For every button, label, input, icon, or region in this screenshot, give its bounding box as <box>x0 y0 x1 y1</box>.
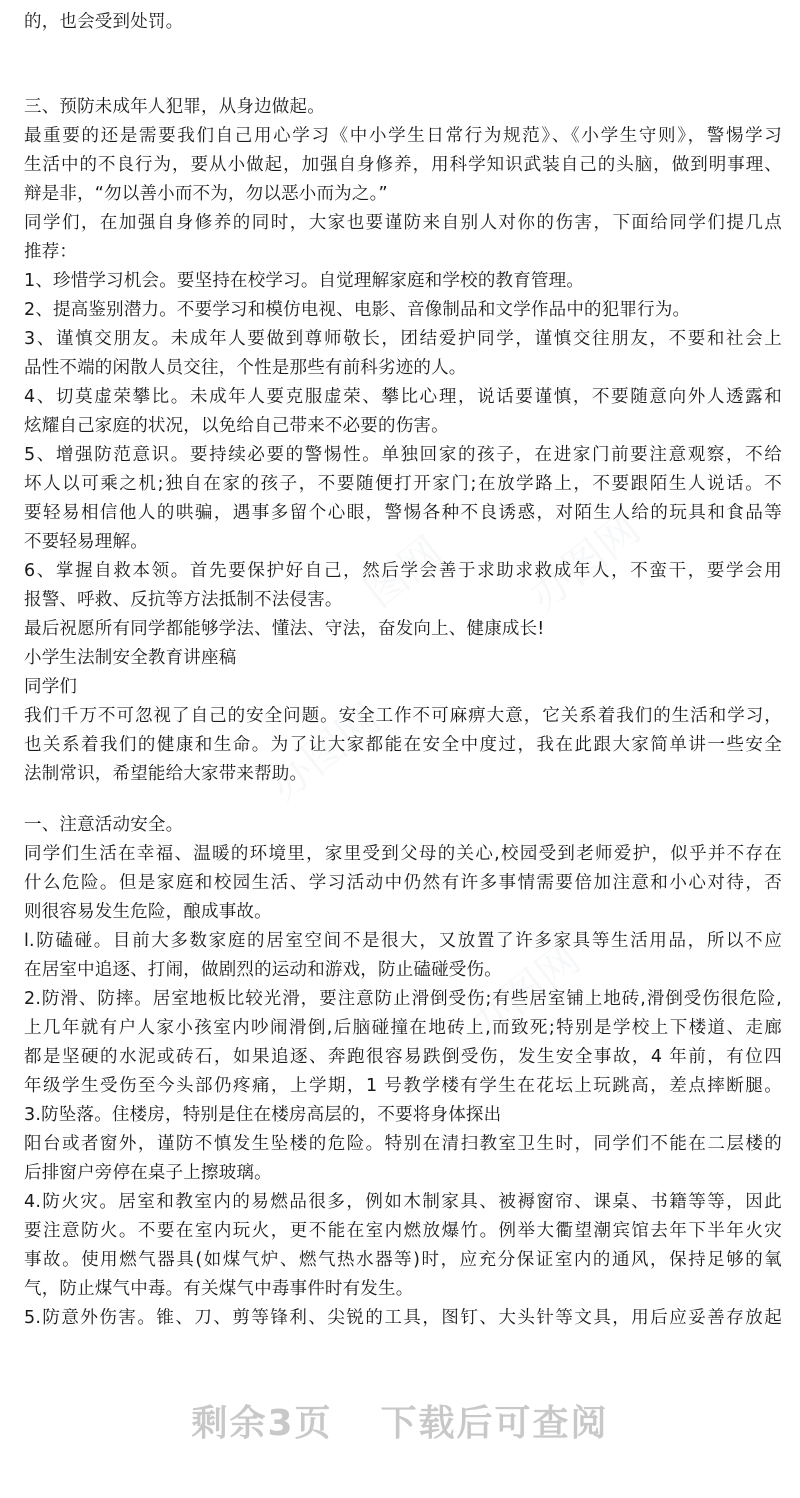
list-item: 2.防滑、防摔。居室地板比较光滑，要注意防止滑倒受伤;有些居室铺上地砖,滑倒受伤很危险, <box>24 989 782 1009</box>
text-line: 报警、呼救、反抗等方法抵制不法侵害。 <box>24 590 343 610</box>
list-item: l.防磕碰。目前大多数家庭的居室空间不是很大，又放置了许多家具等生活用品，所以不应 <box>24 931 782 951</box>
list-item: 6、掌握自救本领。首先要保护好自己，然后学会善于求助求救成年人，不蛮干，要学会用 <box>24 561 782 581</box>
text-line: 气，防止煤气中毒。有关煤气中毒事件时有发生。 <box>24 1279 414 1299</box>
watermark: 办图网 <box>459 933 590 1051</box>
watermark: 办图网 <box>259 693 390 811</box>
text-line: 要注意防火。不要在室内玩火，更不能在室内燃放爆竹。例举大衢望潮宾馆去年下半年火灾 <box>24 1221 782 1241</box>
list-item: 2、提高鉴别潜力。不要学习和模仿电视、电影、音像制品和文学作品中的犯罪行为。 <box>24 300 691 320</box>
text-line: 也关系着我们的健康和生命。为了让大家都能在安全中度过，我在此跟大家简单讲一些安全 <box>24 735 782 755</box>
text-line: 在居室中追逐、打闹，做剧烈的运动和游戏，防止磕碰受伤。 <box>24 960 502 980</box>
text-line: 生活中的不良行为，要从小做起，加强自身修养，用科学知识武装自己的头脑，做到明事理、 <box>24 155 782 175</box>
text-line: 最重要的还是需要我们自己用心学习《中小学生日常行为规范》、《小学生守则》，警惕学习 <box>24 126 782 146</box>
document-title: 小学生法制安全教育讲座稿 <box>24 648 237 668</box>
text-line: 的，也会受到处罚。 <box>24 12 184 32</box>
list-item: 1、珍惜学习机会。要坚持在校学习。自觉理解家庭和学校的教育管理。 <box>24 271 585 291</box>
remaining-pages-label: 剩余3页 <box>191 1402 333 1444</box>
download-to-view-label[interactable]: 下载后可查阅 <box>380 1402 609 1444</box>
text-line: 最后祝愿所有同学都能够学法、懂法、守法，奋发向上、健康成长! <box>24 619 545 639</box>
text-line: 同学们，在加强自身修养的同时，大家也要谨防来自别人对你的伤害，下面给同学们提几点 <box>24 213 782 233</box>
list-item: 3.防坠落。住楼房，特别是住在楼房高层的，不要将身体探出 <box>24 1105 502 1125</box>
text-line: 上几年就有户人家小孩室内吵闹滑倒,后脑碰撞在地砖上,而致死;特别是学校上下楼道、走廊 <box>24 1018 782 1038</box>
text-line: 年级学生受伤至今头部仍疼痛，上学期，1 号教学楼有学生在花坛上玩跳高，差点摔断腿。 <box>24 1076 782 1096</box>
text-line: 什么危险。但是家庭和校园生活、学习活动中仍然有许多事情需要倍加注意和小心对待，否 <box>24 873 782 893</box>
text-line: 法制常识，希望能给大家带来帮助。 <box>24 764 308 784</box>
text-line: 坏人以可乘之机;独自在家的孩子，不要随便打开家门;在放学路上，不要跟陌生人说话。不 <box>24 474 782 494</box>
list-item: 5.防意外伤害。锥、刀、剪等锋利、尖锐的工具，图钉、大头针等文具，用后应妥善存放起 <box>24 1308 782 1328</box>
text-line: 我们千万不可忽视了自己的安全问题。安全工作不可麻痹大意，它关系着我们的生活和学习， <box>24 706 782 726</box>
text-line: 不要轻易理解。 <box>24 532 148 552</box>
list-item: 4、切莫虚荣攀比。未成年人要克服虚荣、攀比心理，说话要谨慎，不要随意向外人透露和 <box>24 387 782 407</box>
text-line: 事故。使用燃气器具(如煤气炉、燃气热水器等)时，应充分保证室内的通风，保持足够的氧 <box>24 1250 782 1270</box>
download-banner[interactable] <box>0 1380 800 1460</box>
text-line: 炫耀自己家庭的状况，以免给自己带来不必要的伤害。 <box>24 416 449 436</box>
text-line: 后排窗户旁停在桌子上擦玻璃。 <box>24 1163 272 1183</box>
section-heading: 三、预防未成年人犯罪，从身边做起。 <box>24 97 325 117</box>
text-line: 推荐： <box>24 242 78 262</box>
text-line: 阳台或者窗外，谨防不慎发生坠楼的危险。特别在清扫教室卫生时，同学们不能在二层楼的 <box>24 1134 782 1154</box>
text-line: 辩是非，“勿以善小而不为，勿以恶小而为之。” <box>24 184 388 204</box>
list-item: 4.防火灾。居室和教室内的易燃品很多，例如木制家具、被褥窗帘、课桌、书籍等等，因此 <box>24 1192 782 1212</box>
text-line: 则很容易发生危险，酿成事故。 <box>24 902 272 922</box>
salutation: 同学们 <box>24 677 78 697</box>
text-line: 品性不端的闲散人员交往，个性是那些有前科劣迹的人。 <box>24 358 467 378</box>
list-item: 5、增强防范意识。要持续必要的警惕性。单独回家的孩子，在进家门前要注意观察，不给 <box>24 445 782 465</box>
section-heading: 一、注意活动安全。 <box>24 815 184 835</box>
text-line: 同学们生活在幸福、温暖的环境里，家里受到父母的关心,校园受到老师爱护，似乎并不存在 <box>24 844 782 864</box>
list-item: 3、谨慎交朋友。未成年人要做到尊师敬长，团结爱护同学，谨慎交往朋友，不要和社会上 <box>24 329 782 349</box>
text-line: 要轻易相信他人的哄骗，遇事多留个心眼，警惕各种不良诱惑，对陌生人给的玩具和食品等 <box>24 503 782 523</box>
watermark: 图网 <box>355 526 452 618</box>
text-line: 都是坚硬的水泥或砖石，如果追逐、奔跑很容易跌倒受伤，发生安全事故，4 年前，有位四 <box>24 1047 782 1067</box>
watermark: 办图网 <box>519 503 650 621</box>
